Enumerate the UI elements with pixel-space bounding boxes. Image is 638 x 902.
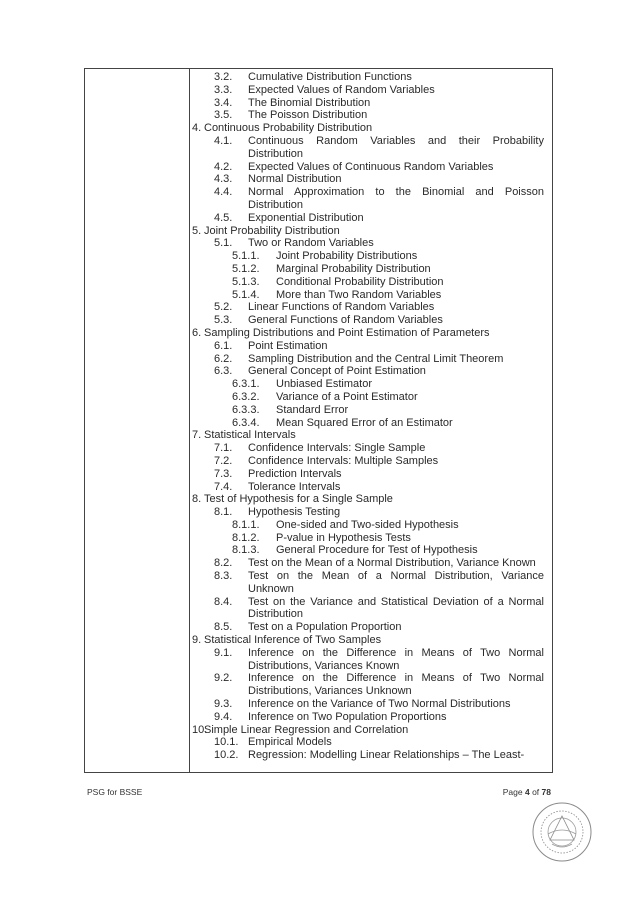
course-outline bbox=[192, 71, 544, 762]
outline-item bbox=[192, 519, 544, 532]
outline-item bbox=[192, 353, 544, 366]
outline-item-number: 8.1.2. bbox=[232, 531, 260, 544]
outline-item-text: Tolerance Intervals bbox=[248, 480, 341, 493]
outline-item-number: 6.3.3. bbox=[232, 403, 260, 416]
outline-item-number: 4. bbox=[192, 122, 202, 135]
outline-item bbox=[192, 289, 544, 302]
outline-item-number: 9.3. bbox=[214, 698, 233, 711]
outline-item-text: Normal Approximation to the Binomial and Poisson Distribution bbox=[248, 186, 544, 211]
outline-item-text: P-value in Hypothesis Tests bbox=[276, 531, 411, 544]
outline-item bbox=[192, 647, 544, 673]
outline-item bbox=[192, 225, 544, 238]
outline-item bbox=[192, 314, 544, 327]
outline-item-text: Prediction Intervals bbox=[248, 467, 342, 480]
outline-item-number: 7.3. bbox=[214, 467, 233, 480]
outline-item-text: Inference on the Variance of Two Normal Distributions bbox=[248, 698, 511, 711]
outline-item-text: Cumulative Distribution Functions bbox=[248, 71, 412, 83]
outline-item-text: Continuous Random Variables and their Probability Distribution bbox=[248, 134, 544, 160]
outline-item-number: 5.1.2. bbox=[232, 262, 260, 275]
outline-item bbox=[192, 327, 544, 340]
column-divider bbox=[189, 69, 190, 772]
outline-item bbox=[192, 698, 544, 711]
outline-item-number: 6.2. bbox=[214, 352, 233, 365]
outline-item-number: 8.1.1. bbox=[232, 518, 260, 531]
outline-item-text: Test on the Mean of a Normal Distribution, Variance Known bbox=[248, 557, 536, 570]
outline-item bbox=[192, 161, 544, 174]
outline-item-text: Joint Probability Distribution bbox=[204, 224, 340, 237]
outline-item bbox=[192, 263, 544, 276]
outline-item bbox=[192, 173, 544, 186]
outline-item-number: 6.3.4. bbox=[232, 416, 260, 429]
university-seal-icon bbox=[530, 800, 594, 864]
outline-item bbox=[192, 672, 544, 698]
footer-left: PSG for BSSE bbox=[87, 787, 143, 797]
outline-item-number: 4.1. bbox=[214, 134, 233, 147]
outline-item-number: 8.1. bbox=[214, 506, 233, 519]
outline-item-text: One-sided and Two-sided Hypothesis bbox=[276, 518, 459, 531]
outline-item-text: Unbiased Estimator bbox=[276, 378, 372, 391]
outline-item bbox=[192, 736, 544, 749]
outline-item-text: Conditional Probability Distribution bbox=[276, 275, 444, 288]
outline-item-number: 10. bbox=[192, 723, 208, 736]
outline-item-number: 9.4. bbox=[214, 710, 233, 723]
outline-item bbox=[192, 417, 544, 430]
outline-item-text: General Concept of Point Estimation bbox=[248, 365, 426, 378]
outline-item bbox=[192, 455, 544, 468]
outline-item-text: Normal Distribution bbox=[248, 173, 342, 186]
outline-item bbox=[192, 570, 544, 596]
outline-item bbox=[192, 276, 544, 289]
outline-item-number: 6.1. bbox=[214, 339, 233, 352]
outline-item bbox=[192, 429, 544, 442]
outline-item bbox=[192, 749, 544, 762]
outline-item-number: 7.2. bbox=[214, 454, 233, 467]
outline-item-number: 5.2. bbox=[214, 301, 233, 314]
outline-item-text: Expected Values of Continuous Random Variables bbox=[248, 160, 494, 173]
outline-item-number: 3.5. bbox=[214, 109, 233, 122]
outline-item-number: 5.1.4. bbox=[232, 288, 260, 301]
outline-item-text: Statistical Inference of Two Samples bbox=[204, 634, 382, 647]
outline-item bbox=[192, 468, 544, 481]
outline-item-text: Regression: Modelling Linear Relationships – The Least- bbox=[248, 749, 525, 762]
outline-item bbox=[192, 493, 544, 506]
outline-item-text: Empirical Models bbox=[248, 736, 332, 749]
outline-item-number: 9. bbox=[192, 634, 202, 647]
outline-item bbox=[192, 97, 544, 110]
outline-item-number: 4.3. bbox=[214, 173, 233, 186]
outline-item-text: General Procedure for Test of Hypothesis bbox=[276, 544, 478, 557]
outline-item-text: Point Estimation bbox=[248, 339, 328, 352]
outline-item-text: The Binomial Distribution bbox=[248, 96, 371, 109]
outline-item bbox=[192, 135, 544, 161]
outline-item bbox=[192, 621, 544, 634]
outline-item-number: 10.1. bbox=[214, 736, 239, 749]
outline-item-text: Standard Error bbox=[276, 403, 349, 416]
outline-item bbox=[192, 212, 544, 225]
outline-item-text: More than Two Random Variables bbox=[276, 288, 442, 301]
outline-item bbox=[192, 378, 544, 391]
outline-item-number: 6.3.1. bbox=[232, 378, 260, 391]
outline-item-text: Confidence Intervals: Multiple Samples bbox=[248, 454, 439, 467]
outline-item bbox=[192, 442, 544, 455]
outline-item bbox=[192, 391, 544, 404]
outline-item-text: Inference on the Difference in Means of Two Normal Distributions, Variances Unknown bbox=[248, 672, 544, 698]
outline-item bbox=[192, 506, 544, 519]
outline-item-number: 8. bbox=[192, 493, 202, 506]
outline-item-number: 5.1. bbox=[214, 237, 233, 250]
outline-item-number: 4.4. bbox=[214, 186, 233, 199]
footer-page-number bbox=[503, 787, 551, 797]
outline-item bbox=[192, 724, 544, 737]
outline-item bbox=[192, 122, 544, 135]
outline-item-text: Test on a Population Proportion bbox=[248, 621, 402, 634]
outline-item-text: Hypothesis Testing bbox=[248, 506, 341, 519]
outline-item-number: 6.3. bbox=[214, 365, 233, 378]
current-page: 4 bbox=[524, 787, 530, 797]
outline-item bbox=[192, 109, 544, 122]
outline-item-number: 4.5. bbox=[214, 211, 233, 224]
outline-item-number: 5. bbox=[192, 224, 202, 237]
outline-item-text: The Poisson Distribution bbox=[248, 109, 368, 122]
outline-item bbox=[192, 532, 544, 545]
outline-item-text: Inference on the Difference in Means of Two Normal Distributions, Variances Known bbox=[248, 646, 544, 672]
outline-item-number: 9.1. bbox=[214, 646, 233, 659]
total-pages: 78 bbox=[541, 787, 551, 797]
outline-item-number: 8.5. bbox=[214, 621, 233, 634]
outline-item bbox=[192, 711, 544, 724]
outline-item-number: 5.3. bbox=[214, 314, 233, 327]
outline-item bbox=[192, 596, 544, 622]
outline-item-number: 7. bbox=[192, 429, 202, 442]
outline-item-text: Mean Squared Error of an Estimator bbox=[276, 416, 453, 429]
page-label: Page bbox=[502, 787, 525, 797]
outline-item bbox=[192, 340, 544, 353]
outline-item-number: 3.3. bbox=[214, 83, 233, 96]
outline-item bbox=[192, 71, 544, 84]
outline-item-text: Sampling Distributions and Point Estimation of Parameters bbox=[204, 326, 490, 339]
outline-item bbox=[192, 634, 544, 647]
outline-item-text: General Functions of Random Variables bbox=[248, 314, 443, 327]
outline-item-number: 8.1.3. bbox=[232, 544, 260, 557]
outline-item-number: 9.2. bbox=[214, 672, 233, 685]
outline-item bbox=[192, 84, 544, 97]
outline-item-number: 5.1.1. bbox=[232, 250, 260, 263]
outline-item-text: Test on the Mean of a Normal Distribution, Variance Unknown bbox=[248, 570, 544, 595]
outline-item-number: 10.2. bbox=[214, 749, 239, 762]
outline-item bbox=[192, 186, 544, 212]
outline-item-text: Joint Probability Distributions bbox=[276, 250, 418, 263]
outline-item-text: Linear Functions of Random Variables bbox=[248, 301, 435, 314]
outline-item-text: Expected Values of Random Variables bbox=[248, 83, 435, 96]
outline-item-number: 6.3.2. bbox=[232, 390, 260, 403]
outline-item-text: Statistical Intervals bbox=[204, 429, 296, 442]
outline-item-number: 3.4. bbox=[214, 96, 233, 109]
outline-item-text: Test on the Variance and Statistical Deviation of a Normal Distribution bbox=[248, 595, 544, 621]
outline-item-number: 8.3. bbox=[214, 570, 233, 583]
outline-item bbox=[192, 301, 544, 314]
outline-item-text: Variance of a Point Estimator bbox=[276, 390, 418, 403]
outline-item-number: 5.1.3. bbox=[232, 275, 260, 288]
outline-item-number: 7.4. bbox=[214, 480, 233, 493]
outline-item-text: Exponential Distribution bbox=[248, 211, 364, 224]
outline-item-text: Confidence Intervals: Single Sample bbox=[248, 442, 426, 455]
outline-item-text: Inference on Two Population Proportions bbox=[248, 710, 447, 723]
outline-item-text: Test of Hypothesis for a Single Sample bbox=[204, 493, 393, 506]
outline-item-number: 6. bbox=[192, 326, 202, 339]
outline-item-text: Two or Random Variables bbox=[248, 237, 374, 250]
outline-item bbox=[192, 557, 544, 570]
outline-item-text: Marginal Probability Distribution bbox=[276, 262, 431, 275]
outline-item-number: 8.2. bbox=[214, 557, 233, 570]
outline-item bbox=[192, 544, 544, 557]
page-of-label: of bbox=[529, 787, 542, 797]
outline-item-number: 3.2. bbox=[214, 71, 233, 83]
outline-item-text: Simple Linear Regression and Correlation bbox=[204, 723, 409, 736]
outline-item-number: 7.1. bbox=[214, 442, 233, 455]
outline-item-text: Sampling Distribution and the Central Limit Theorem bbox=[248, 352, 504, 365]
outline-item-text: Continuous Probability Distribution bbox=[204, 122, 373, 135]
outline-item bbox=[192, 365, 544, 378]
outline-item bbox=[192, 237, 544, 250]
outline-item bbox=[192, 404, 544, 417]
outline-item-number: 4.2. bbox=[214, 160, 233, 173]
outline-item-number: 8.4. bbox=[214, 595, 233, 608]
outline-item bbox=[192, 250, 544, 263]
outline-item bbox=[192, 481, 544, 494]
